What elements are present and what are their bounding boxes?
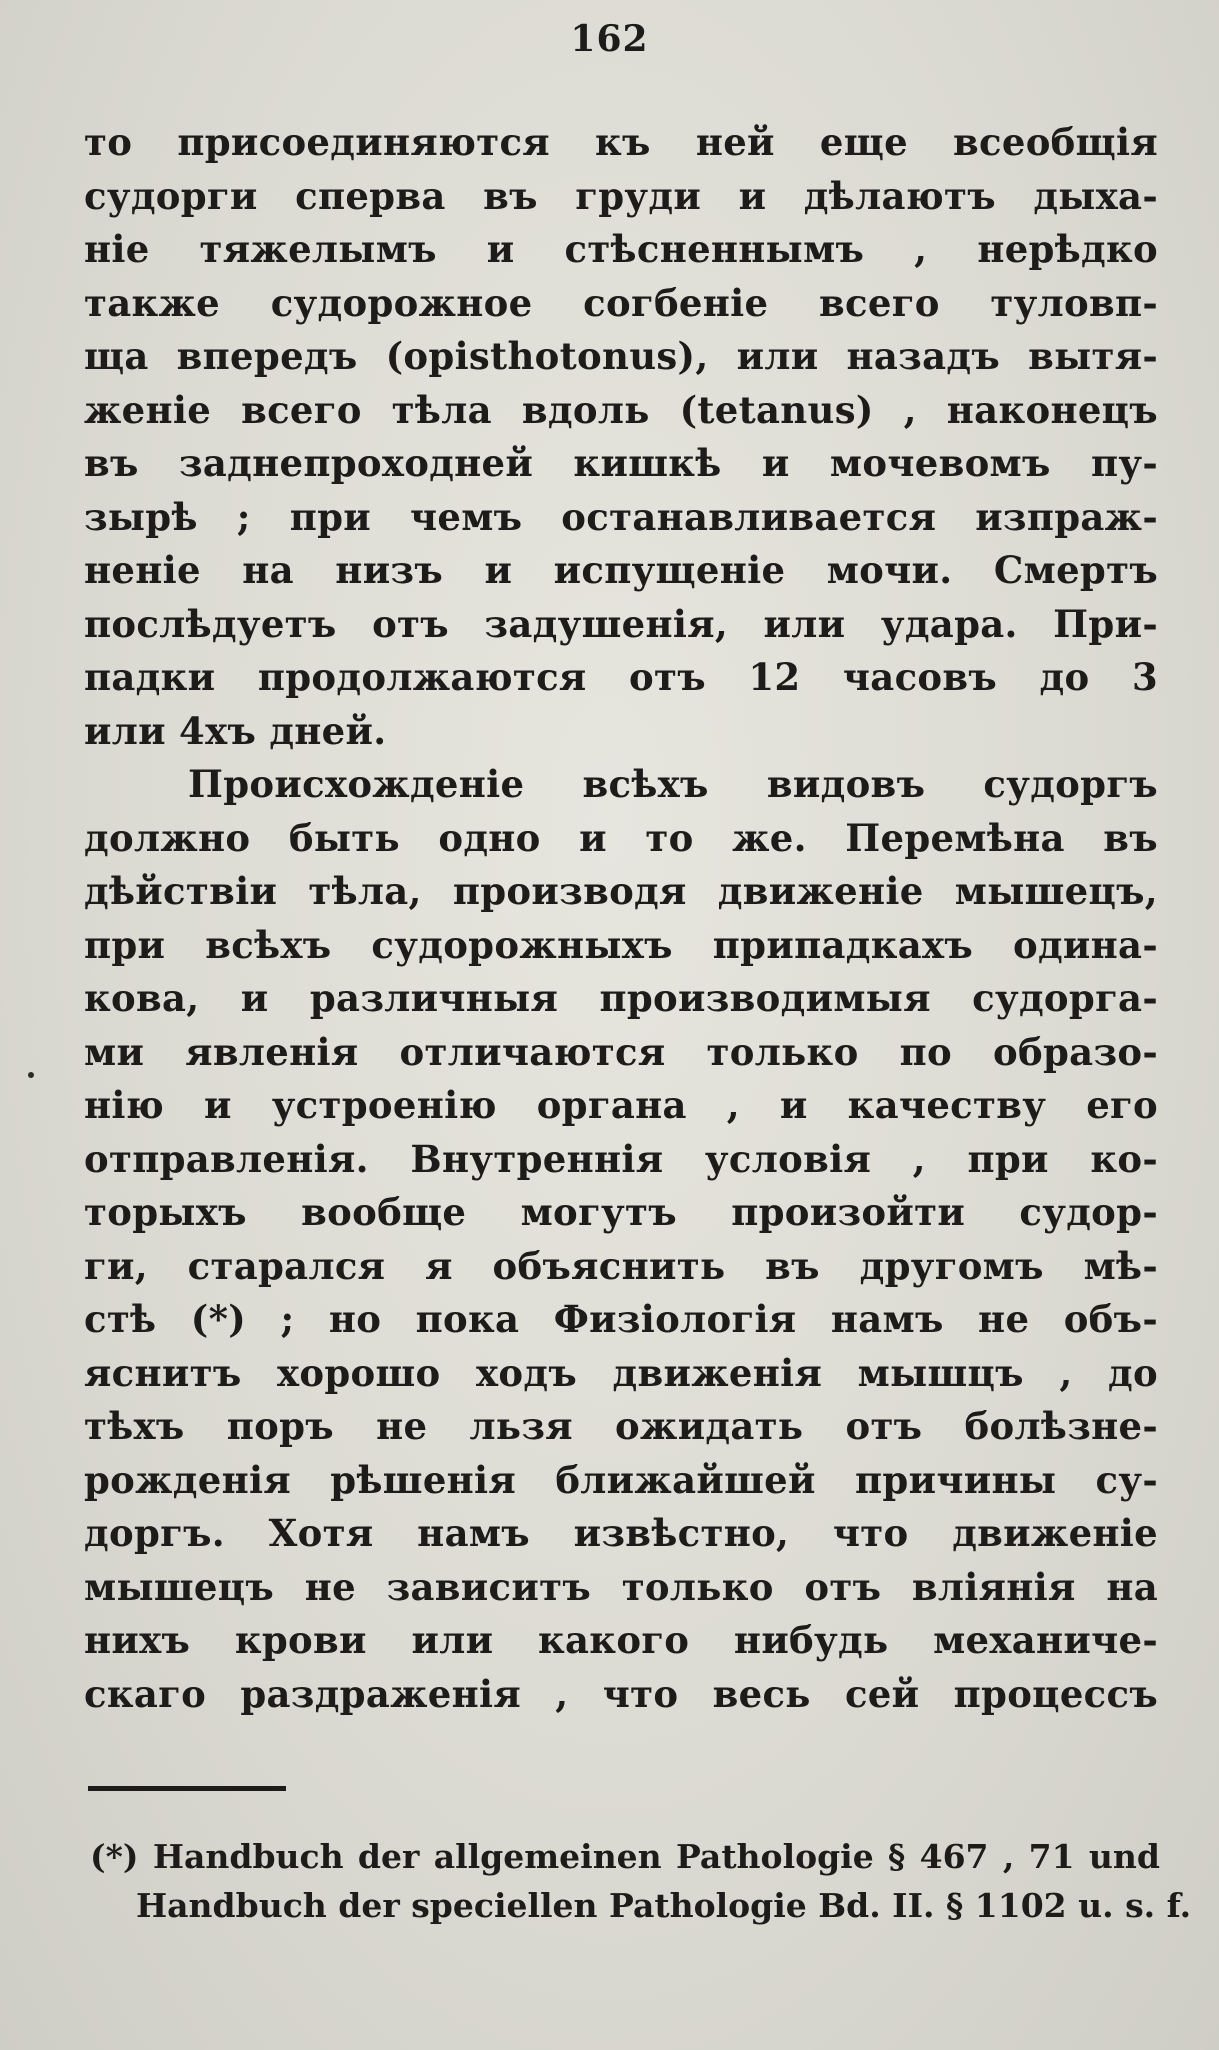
text-line: торыхъ вообще могутъ произойти судор- — [84, 1190, 1158, 1234]
footnote — [90, 1832, 1192, 1930]
paper-speck — [28, 1072, 34, 1078]
footnote-separator — [88, 1786, 286, 1791]
text-line: падки продолжаются отъ 12 часовъ до 3 — [84, 655, 1158, 699]
body-text — [84, 116, 1158, 1721]
text-line: должно быть одно и то же. Перемѣна въ — [84, 815, 1158, 860]
text-line: ми явленія отличаются только по образо- — [84, 1029, 1158, 1074]
text-line: то присоединяются къ ней еще всеобщія — [84, 120, 1158, 164]
text-line: доргъ. Хотя намъ извѣстно, что движеніе — [84, 1511, 1158, 1555]
text-line: или 4хъ дней. — [84, 708, 387, 753]
text-line: судорги сперва въ груди и дѣлаютъ дыха- — [84, 173, 1158, 218]
text-line: послѣдуетъ отъ задушенія, или удара. При- — [84, 601, 1158, 646]
text-line: въ заднепроходней кишкѣ и мочевомъ пу- — [84, 441, 1158, 485]
text-line: женіе всего тѣла вдоль (tetanus) , наконецъ — [84, 387, 1158, 432]
text-line: зырѣ ; при чемъ останавливается изпраж- — [84, 494, 1158, 539]
footnote-line: Handbuch der speciellen Pathologie Bd. II. § 1102 u. s. f. — [136, 1886, 1192, 1925]
paragraph-start-line: Происхожденіе всѣхъ видовъ судоргъ — [188, 762, 1158, 806]
text-line: нію и устроенію органа , и качеству его — [84, 1083, 1158, 1127]
text-line: при всѣхъ судорожныхъ припадкахъ одина- — [84, 922, 1158, 967]
text-line: ги, старался я объяснить въ другомъ мѣ- — [84, 1243, 1158, 1288]
text-line: отправленія. Внутреннія условія , при ко- — [84, 1136, 1158, 1181]
text-line: также судорожное согбеніе всего туловп- — [84, 280, 1158, 325]
text-line: ща впередъ (opisthotonus), или назадъ вытя- — [84, 334, 1158, 378]
text-line: мышецъ не зависитъ только отъ вліянія на — [84, 1564, 1158, 1609]
text-line: нихъ крови или какого нибудь механиче- — [84, 1618, 1158, 1662]
text-line: яснитъ хорошо ходъ движенія мышцъ , до — [84, 1350, 1158, 1395]
text-line: кова, и различныя производимыя судорга- — [84, 976, 1158, 1020]
text-line: тѣхъ поръ не льзя ожидать отъ болѣзне- — [84, 1404, 1158, 1448]
text-line: скаго раздраженія , что весь сей процессъ — [84, 1671, 1158, 1716]
text-line: ніе тяжелымъ и стѣсненнымъ , нерѣдко — [84, 227, 1158, 271]
page-number: 162 — [570, 18, 649, 60]
text-line: неніе на низъ и испущеніе мочи. Смертъ — [84, 548, 1158, 592]
text-line: дѣйствіи тѣла, производя движеніе мышецъ, — [84, 869, 1158, 913]
text-line: стѣ (*) ; но пока Физіологія намъ не объ- — [84, 1297, 1158, 1341]
text-line: рожденія рѣшенія ближайшей причины су- — [84, 1457, 1158, 1502]
footnote-line: (*) Handbuch der allgemeinen Pathologie § 467 , 71 und — [90, 1837, 1160, 1876]
